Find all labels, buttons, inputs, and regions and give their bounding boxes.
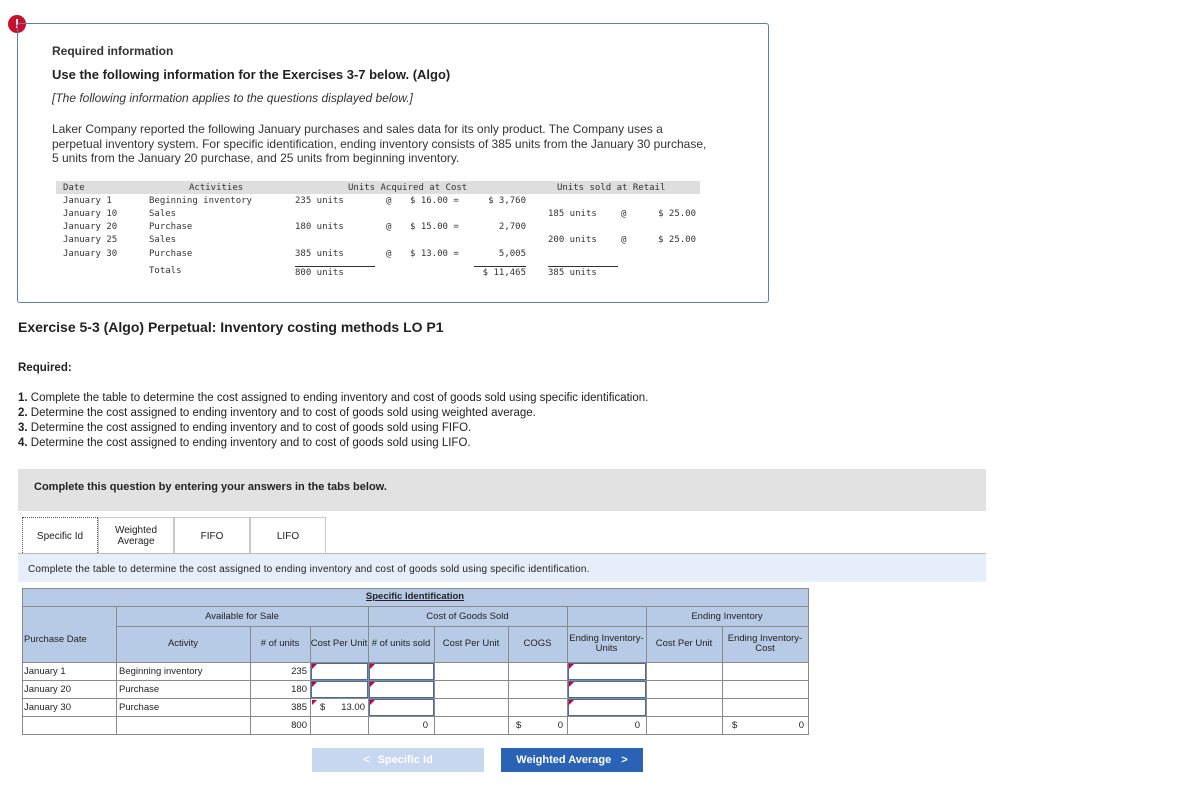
total-ending-units: 0 — [634, 720, 640, 731]
data-table-cell-date: January 1 — [63, 196, 112, 206]
data-table-cell-sold_at: @ — [621, 209, 627, 219]
prev-tab-label: Specific Id — [377, 754, 433, 766]
cost-per-unit-input[interactable] — [311, 663, 368, 680]
grid-cell — [434, 698, 509, 717]
data-table-cell-acq_cost: $ 16.00 = — [410, 196, 459, 206]
error-flag-icon — [312, 682, 317, 687]
header-purchase-date: Purchase Date — [24, 634, 87, 645]
grid-cell — [22, 716, 117, 735]
row-activity: Purchase — [119, 684, 160, 695]
grid-cell — [722, 698, 809, 717]
header-activity: Activity — [167, 638, 199, 649]
data-table-cell-acq_units: 235 units — [295, 196, 344, 206]
data-table-cell-sold_price: $ 25.00 — [658, 235, 696, 245]
complete-question-text: Complete this question by entering your answers in the tabs below. — [34, 481, 387, 493]
group-ending-inventory: Ending Inventory — [691, 611, 763, 622]
data-table-cell-acq_total: 5,005 — [498, 249, 526, 259]
header-units-sold: # of units sold — [371, 638, 431, 649]
data-table-cell-sold_at: @ — [621, 235, 627, 245]
ending-units-input[interactable] — [568, 663, 646, 680]
tab-fifo-label: FIFO — [200, 530, 224, 542]
data-table-cell-acq_cost: $ 13.00 = — [410, 249, 459, 259]
grid-cell — [434, 680, 509, 699]
data-table-cell-acq_units: 385 units — [295, 249, 344, 259]
tab-fifo[interactable] — [174, 517, 250, 554]
total-ending-cost: 0 — [798, 720, 804, 731]
row-activity: Beginning inventory — [119, 666, 203, 677]
error-flag-icon — [312, 664, 317, 669]
data-table-totals-sold: 385 units — [548, 266, 618, 278]
error-flag-icon — [569, 700, 574, 705]
error-flag-icon — [370, 682, 375, 687]
tab-lifo-label: LIFO — [276, 530, 300, 542]
exercise-range-line: Use the following information for the Exercises 3-7 below. (Algo) — [52, 67, 451, 82]
data-table-header-acquired: Units Acquired at Cost — [348, 183, 468, 193]
data-table-cell-date: January 25 — [63, 235, 118, 245]
problem-paragraph: Laker Company reported the following January purchases and sales data for its only product. The Company uses a perpetual inventory system. For specific identification, ending inventory consists of 385 units from the January 30 purchase, 5 units from the January 20 purchase, and 25 units from beginning inventory. — [52, 122, 707, 165]
data-table-totals-units: 800 units — [295, 266, 375, 278]
data-table-cell-activity: Purchase — [149, 222, 193, 232]
prev-tab-button[interactable] — [312, 748, 484, 772]
header-ending-cost: Ending Inventory- Cost — [727, 633, 803, 654]
header-cogs-cost-per-unit: Cost Per Unit — [442, 638, 500, 649]
data-table-cell-sold_units: 200 units — [548, 235, 597, 245]
tab-weighted-average[interactable] — [98, 517, 174, 554]
next-tab-button[interactable] — [501, 748, 643, 772]
grid-cell — [722, 680, 809, 699]
requirement-4: 4. Determine the cost assigned to ending inventory and to cost of goods sold using LIFO. — [18, 437, 471, 449]
row-cost-per-unit: 13.00 — [341, 702, 365, 713]
row-purchase-date: January 1 — [24, 666, 66, 677]
chevron-right-icon: > — [621, 754, 628, 766]
grid-cell — [434, 662, 509, 681]
row-purchase-date: January 20 — [24, 684, 72, 695]
grid-cell — [646, 716, 723, 735]
error-flag-icon — [370, 664, 375, 669]
tab-specific-id[interactable] — [22, 517, 98, 555]
data-table-cell-activity: Purchase — [149, 249, 193, 259]
instruction-text: Complete the table to determine the cost assigned to ending inventory and cost of goods sold using specific identification. — [28, 564, 590, 575]
error-flag-icon — [569, 682, 574, 687]
row-units: 180 — [291, 684, 307, 695]
error-flag-icon — [569, 664, 574, 669]
grid-cell — [116, 716, 251, 735]
group-cost-of-goods-sold: Cost of Goods Sold — [426, 611, 509, 622]
next-tab-label: Weighted Average — [516, 754, 612, 766]
data-table-cell-date: January 30 — [63, 249, 118, 259]
data-table-cell-activity: Beginning inventory — [149, 196, 252, 206]
ending-units-input[interactable] — [568, 681, 646, 698]
requirements-list — [18, 391, 648, 451]
ending-units-input[interactable] — [568, 699, 646, 716]
data-table-cell-acq_units: 180 units — [295, 222, 344, 232]
data-table-header-date: Date — [63, 183, 85, 193]
applies-note: [The following information applies to the questions displayed below.] — [52, 91, 413, 105]
grid-cell — [646, 698, 723, 717]
data-table-header-activities: Activities — [189, 183, 244, 193]
data-table-cell-acq_total: 2,700 — [498, 222, 526, 232]
grid-title: Specific Identification — [365, 591, 465, 602]
alert-icon: ! — [8, 15, 26, 33]
data-table-header-sold: Units sold at Retail — [557, 183, 666, 193]
requirement-1: 1. Complete the table to determine the cost assigned to ending inventory and cost of goods sold using specific identification. — [18, 392, 649, 404]
required-label: Required: — [18, 362, 72, 374]
header-units: # of units — [260, 638, 300, 649]
data-table-totals-label: Totals — [149, 266, 182, 276]
header-cost-per-unit: Cost Per Unit — [310, 638, 368, 649]
row-cost-dollar: $ — [320, 702, 326, 713]
header-cogs: COGS — [523, 638, 552, 649]
total-ending-cost-dollar: $ — [732, 720, 738, 731]
total-cogs-dollar: $ — [516, 720, 522, 731]
units-sold-input[interactable] — [369, 681, 434, 698]
total-cogs: 0 — [557, 720, 563, 731]
data-table-cell-activity: Sales — [149, 209, 177, 219]
header-ending-units: Ending Inventory- Units — [569, 633, 644, 654]
data-table-cell-date: January 20 — [63, 222, 118, 232]
units-sold-input[interactable] — [369, 699, 434, 716]
data-table-cell-acq_at: @ — [386, 222, 392, 232]
header-ending-cost-per-unit: Cost Per Unit — [655, 638, 713, 649]
cost-per-unit-input[interactable] — [311, 681, 368, 698]
data-table-cell-acq_total: $ 3,760 — [488, 196, 526, 206]
data-table-totals-cost: $ 11,465 — [474, 266, 526, 278]
data-table-cell-acq_cost: $ 15.00 = — [410, 222, 459, 232]
units-sold-input[interactable] — [369, 663, 434, 680]
total-units-sold: 0 — [422, 720, 428, 731]
data-table-cell-acq_at: @ — [386, 196, 392, 206]
tab-weighted-average-label: Weighted Average — [114, 525, 158, 547]
data-table-cell-acq_at: @ — [386, 249, 392, 259]
row-units: 235 — [291, 666, 307, 677]
required-information-title: Required information — [52, 44, 174, 58]
grid-cell — [508, 698, 568, 717]
grid-cell — [722, 662, 809, 681]
data-table-cell-date: January 10 — [63, 209, 118, 219]
requirement-2: 2. Determine the cost assigned to ending inventory and to cost of goods sold using weighted average. — [18, 407, 536, 419]
grid-cell — [508, 680, 568, 699]
requirement-3: 3. Determine the cost assigned to ending inventory and to cost of goods sold using FIFO. — [18, 422, 472, 434]
data-table-cell-activity: Sales — [149, 235, 177, 245]
data-table-cell-sold_units: 185 units — [548, 209, 597, 219]
group-available-for-sale: Available for Sale — [205, 611, 279, 622]
grid-cell — [310, 716, 369, 735]
exercise-title: Exercise 5-3 (Algo) Perpetual: Inventory costing methods LO P1 — [18, 319, 444, 335]
grid-cell — [646, 662, 723, 681]
error-flag-icon — [312, 700, 317, 705]
total-units: 800 — [291, 720, 307, 731]
grid-cell — [646, 680, 723, 699]
row-purchase-date: January 30 — [24, 702, 72, 713]
chevron-left-icon: < — [363, 754, 370, 766]
grid-cell — [434, 716, 509, 735]
tab-lifo[interactable] — [250, 517, 326, 554]
row-units: 385 — [291, 702, 307, 713]
grid-cell — [508, 662, 568, 681]
grid-group-blank-cell — [567, 606, 647, 627]
row-activity: Purchase — [119, 702, 160, 713]
error-flag-icon — [370, 700, 375, 705]
tab-specific-id-label: Specific Id — [36, 530, 84, 542]
data-table-cell-sold_price: $ 25.00 — [658, 209, 696, 219]
